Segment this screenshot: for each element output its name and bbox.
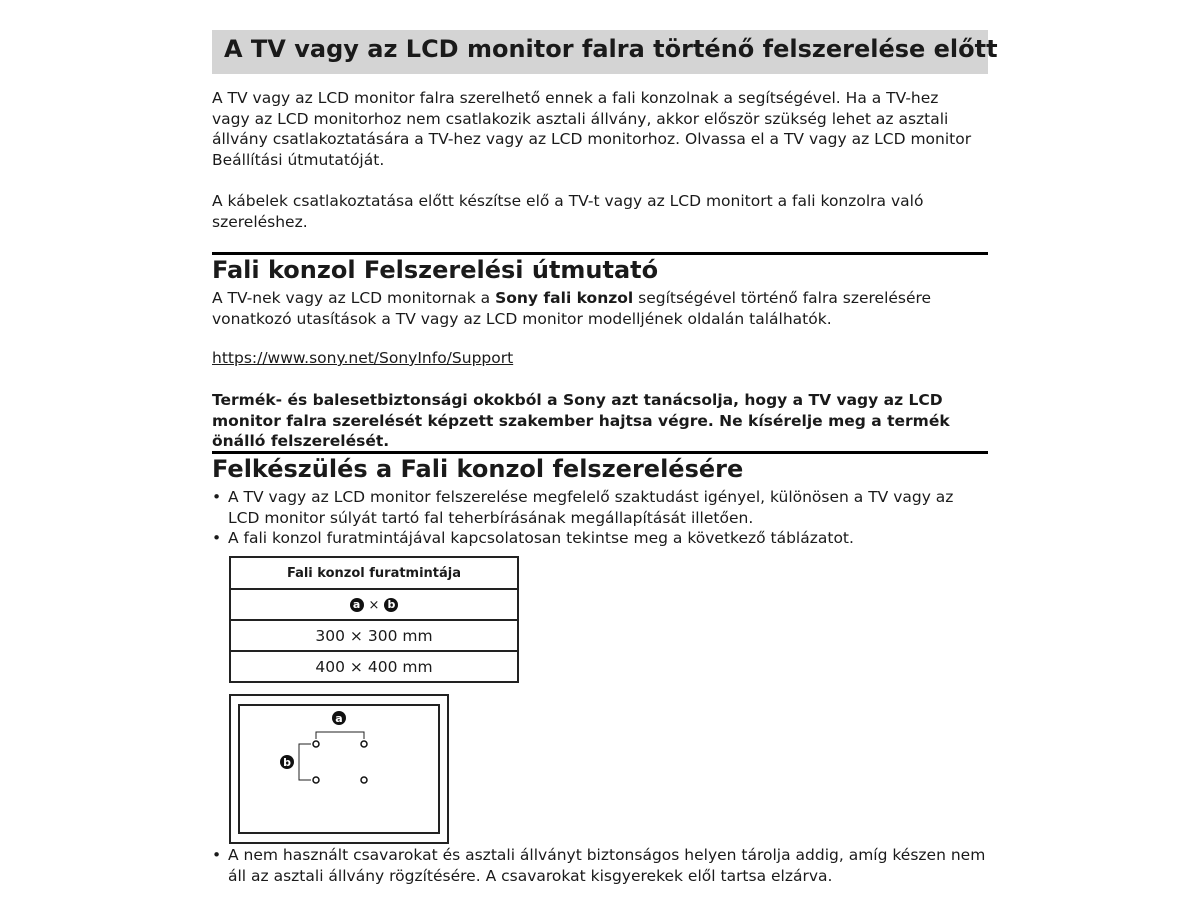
guide-text-after: segítségével történő falra szerelésére vonatkozó utasítások a TV vagy az LCD monitor modelljének oldalán találhatók.: [212, 289, 932, 328]
diagram-label-a: a: [335, 712, 343, 725]
bullet-text: A fali konzol furatmintájával kapcsolatosan tekintse meg a következő táblázatot.: [228, 529, 854, 547]
label-b-icon: b: [384, 598, 398, 612]
bullet-icon: •: [212, 529, 222, 547]
times-sign: ×: [368, 597, 380, 613]
intro-paragraph-1: A TV vagy az LCD monitor falra szerelhető ennek a fali konzolnak a segítségével. Ha a TV-hez vagy az LCD monitorhoz nem csatlakozik asztali állvány, akkor először szükség lehet az asztali állvány csatlakoztatására a TV-hez vagy az LCD monitorhoz. Olvassa el a TV vagy az LCD monitor Beállítási útmutatóját.: [212, 89, 972, 169]
diagram-label-b: b: [283, 756, 291, 769]
list-item: [212, 845, 988, 886]
table-row: 400 × 400 mm: [230, 651, 518, 682]
hole-pattern-diagram: [229, 694, 449, 844]
support-link[interactable]: https://www.sony.net/SonyInfo/Support: [212, 349, 514, 367]
bullet-icon: •: [212, 488, 222, 506]
table-row: 300 × 300 mm: [230, 620, 518, 651]
table-header: Fali konzol furatmintája: [230, 557, 518, 589]
mounting-hole-icon: [313, 777, 319, 783]
prep-heading: Felkészülés a Fali konzol felszerelésére: [212, 455, 744, 483]
guide-heading: Fali konzol Felszerelési útmutató: [212, 256, 659, 284]
mounting-hole-icon: [361, 741, 367, 747]
guide-text-before: A TV-nek vagy az LCD monitornak a: [212, 289, 496, 307]
bullet-text: A nem használt csavarokat és asztali állványt biztonságos helyen tárolja addig, amíg készen nem áll az asztali állvány rögzítésére. A csavarokat kisgyerekek elől tartsa elzárva.: [228, 846, 986, 885]
page-title: A TV vagy az LCD monitor falra történő felszerelése előtt: [212, 30, 988, 74]
bullet-icon: •: [212, 846, 222, 864]
mounting-hole-icon: [313, 741, 319, 747]
safety-warning: Termék- és balesetbiztonsági okokból a Sony azt tanácsolja, hogy a TV vagy az LCD monitor falra szerelését képzett szakember hajtsa végre. Ne kísérelje meg a termék önálló felszerelését.: [212, 391, 950, 450]
prep-bullet-list: [212, 487, 988, 549]
bullet-text: A TV vagy az LCD monitor felszerelése megfelelő szaktudást igényel, különösen a TV vagy az LCD monitor súlyát tartó fal teherbírásának megállapítását illetően.: [228, 488, 954, 527]
sony-wall-bracket-term: Sony fali konzol: [495, 289, 634, 307]
intro-paragraph-2: A kábelek csatlakoztatása előtt készítse elő a TV-t vagy az LCD monitort a fali konzolra való szereléshez.: [212, 192, 924, 231]
list-item: [212, 528, 988, 549]
storage-bullet-list: [212, 845, 988, 886]
table-row: [230, 589, 518, 620]
hole-pattern-table: [229, 556, 519, 683]
section-divider: [212, 252, 988, 255]
section-divider: [212, 451, 988, 454]
mounting-hole-icon: [361, 777, 367, 783]
label-a-icon: a: [350, 598, 364, 612]
guide-paragraph: [212, 288, 952, 329]
list-item: [212, 487, 988, 528]
